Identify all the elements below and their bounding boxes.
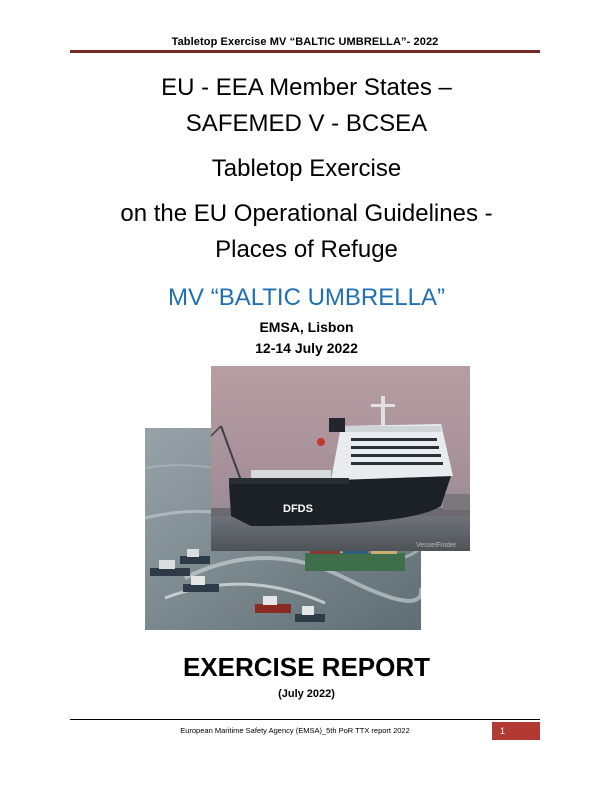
page-number: 1: [492, 722, 540, 740]
photo-watermark: VesselFinder: [416, 542, 457, 549]
title-line-3: Tabletop Exercise: [211, 155, 402, 182]
ship-photo: [211, 366, 470, 551]
title-line-4: on the EU Operational Guidelines -: [120, 200, 493, 227]
running-header: Tabletop Exercise MV “BALTIC UMBRELLA”- 2022: [171, 36, 439, 48]
report-title: EXERCISE REPORT: [182, 652, 431, 682]
report-date: (July 2022): [278, 688, 335, 700]
footer-rule: [70, 719, 540, 720]
title-line-5: Places of Refuge: [215, 236, 398, 263]
running-footer: European Maritime Safety Agency (EMSA)_5th PoR TTX report 2022: [180, 726, 410, 735]
ship-name: MV “BALTIC UMBRELLA”: [168, 284, 445, 311]
exercise-dates: 12-14 July 2022: [255, 340, 358, 356]
title-line-2: SAFEMED V - BCSEA: [185, 110, 428, 137]
header-rule: [70, 50, 540, 53]
hull-lettering: DFDS: [283, 503, 313, 515]
title-line-1: EU - EEA Member States –: [161, 74, 452, 101]
venue: EMSA, Lisbon: [259, 319, 354, 335]
